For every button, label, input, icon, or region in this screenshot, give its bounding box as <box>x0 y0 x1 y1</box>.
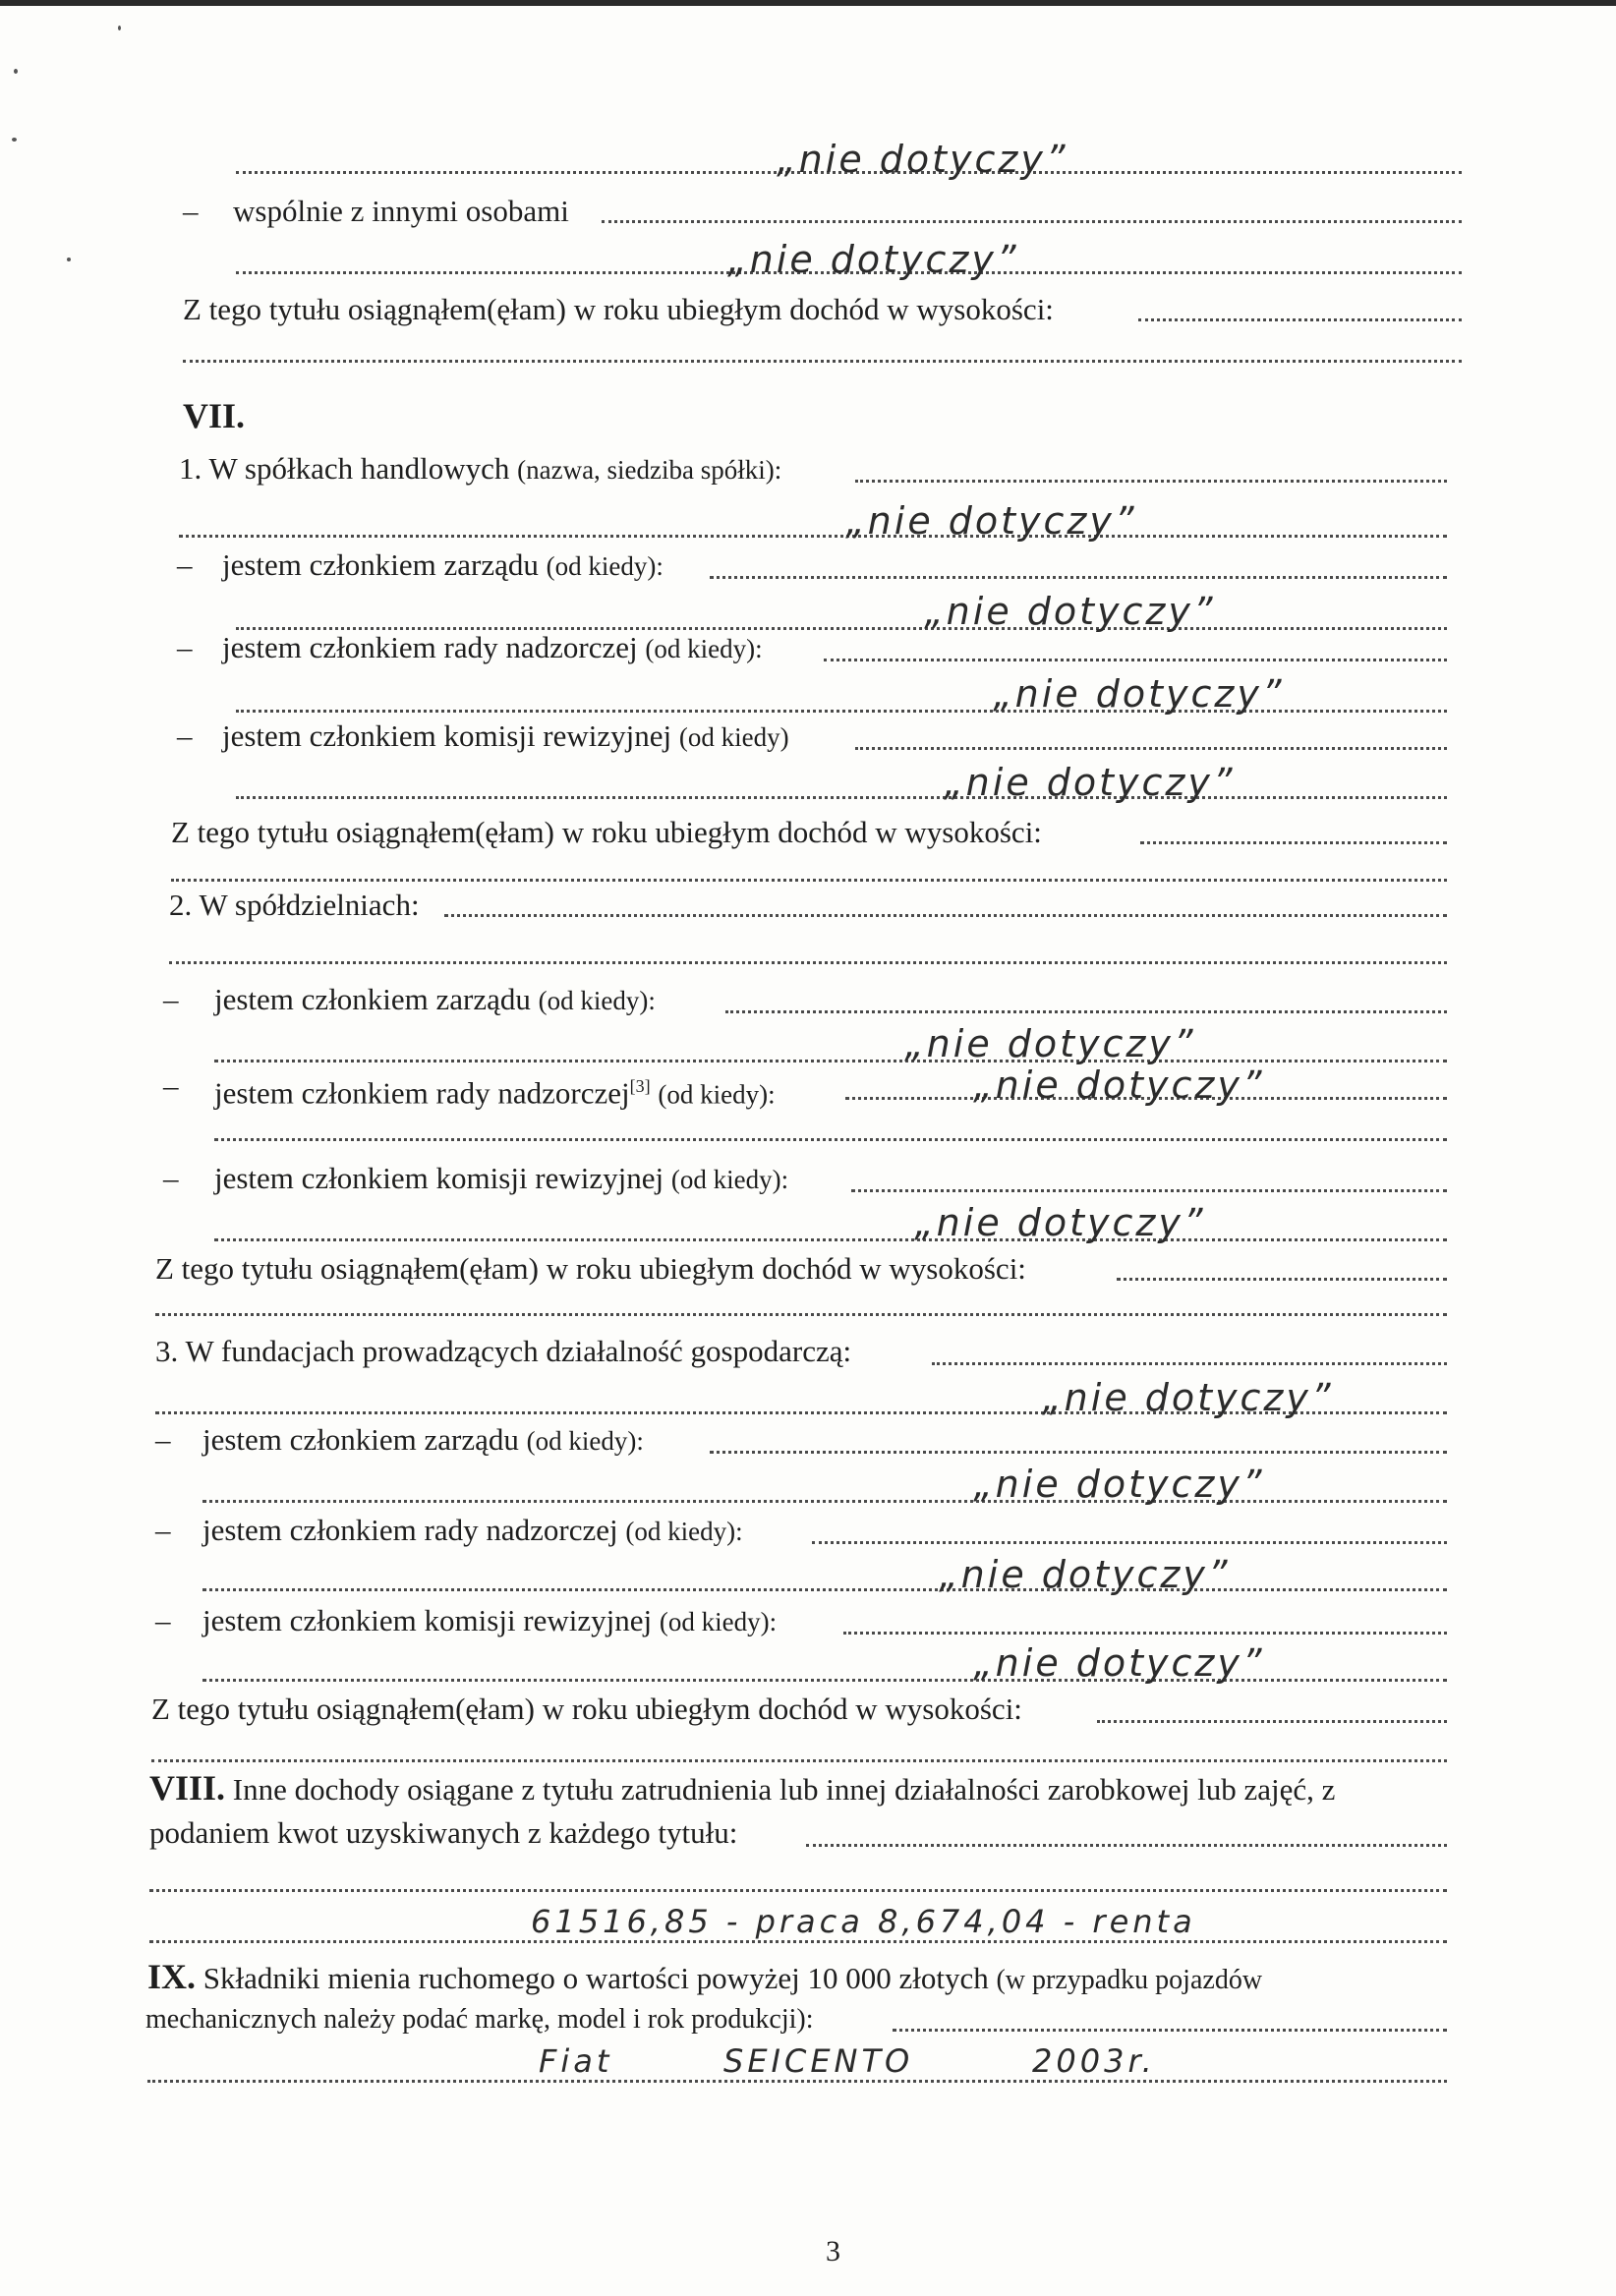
handwritten-nie-dotyczy: „nie dotyczy” <box>993 672 1285 716</box>
handwritten-nie-dotyczy: „nie dotyczy” <box>845 499 1137 543</box>
dotted-fill-line <box>202 1584 1447 1591</box>
handwritten-nie-dotyczy: „nie dotyczy” <box>924 590 1216 633</box>
dotted-fill-line <box>812 1537 1447 1544</box>
dotted-fill-line <box>855 743 1447 750</box>
dotted-fill-line <box>179 531 1447 538</box>
supervisory-label: jestem członkiem rady nadzorczej (od kiedy): <box>222 630 763 664</box>
board-label: jestem członkiem zarządu (od kiedy): <box>202 1422 644 1457</box>
dotted-fill-line <box>214 1234 1447 1241</box>
handwritten-nie-dotyczy: „nie dotyczy” <box>914 1201 1206 1244</box>
handwritten-nie-dotyczy: „nie dotyczy” <box>939 1553 1231 1596</box>
other-income-line-1: VIII. Inne dochody osiągane z tytułu zatrudnienia lub innej działalności zarobkowej lub zajęć, z <box>149 1768 1336 1808</box>
handwritten-nie-dotyczy: „nie dotyczy” <box>727 238 1019 281</box>
dotted-fill-line <box>171 875 1447 882</box>
handwritten-nie-dotyczy: „nie dotyczy” <box>777 138 1068 181</box>
handwritten-vehicle-model: SEICENTO <box>723 2042 914 2080</box>
supervisory-label: jestem członkiem rady nadzorczej (od kiedy): <box>202 1513 743 1547</box>
dotted-fill-line <box>725 1006 1447 1013</box>
dotted-fill-line <box>236 792 1447 799</box>
income-label: Z tego tytułu osiągnąłem(ęłam) w roku ubiegłym dochód w wysokości: <box>155 1251 1026 1286</box>
foundations-label: 3. W fundacjach prowadzących działalność gospodarczą: <box>155 1334 852 1368</box>
dash: – <box>163 1161 179 1195</box>
dotted-fill-line <box>932 1358 1447 1365</box>
dotted-fill-line <box>149 1885 1447 1892</box>
movable-property-line-2: mechanicznych należy podać markę, model i rok produkcji): <box>145 2004 814 2035</box>
handwritten-vehicle-make: Fiat <box>539 2042 613 2080</box>
dash: – <box>177 718 193 753</box>
handwritten-nie-dotyczy: „nie dotyczy” <box>973 1463 1265 1506</box>
dotted-fill-line <box>214 1134 1447 1141</box>
dotted-fill-line <box>155 1309 1447 1316</box>
section-heading: VII. <box>183 396 246 435</box>
cooperatives-label: 2. W spółdzielniach: <box>169 888 420 922</box>
dotted-fill-line <box>183 356 1462 363</box>
income-label: Z tego tytułu osiągnąłem(ęłam) w roku ubiegłym dochód w wysokości: <box>171 815 1042 849</box>
dash: – <box>155 1603 171 1637</box>
board-label: jestem członkiem zarządu (od kiedy): <box>214 982 656 1016</box>
dash: – <box>155 1513 171 1547</box>
income-label: Z tego tytułu osiągnąłem(ęłam) w roku ubiegłym dochód w wysokości: <box>151 1692 1022 1726</box>
handwritten-nie-dotyczy: „nie dotyczy” <box>1042 1376 1334 1419</box>
audit-label: jestem członkiem komisji rewizyjnej (od kiedy): <box>202 1603 778 1637</box>
supervisory-label: jestem członkiem rady nadzorczej[3] (od kiedy): <box>214 1075 776 1111</box>
audit-label: jestem członkiem komisji rewizyjnej (od kiedy): <box>214 1161 789 1195</box>
dotted-fill-line <box>843 1628 1447 1635</box>
dash: – <box>163 1068 179 1103</box>
handwritten-income-amounts: 61516,85 - praca 8,674,04 - renta <box>531 1903 1196 1940</box>
dotted-fill-line <box>893 2025 1447 2032</box>
dotted-fill-line <box>1140 837 1447 844</box>
dash: – <box>155 1422 171 1457</box>
dotted-fill-line <box>855 476 1447 483</box>
other-income-line-2: podaniem kwot uzyskiwanych z każdego tytułu: <box>149 1815 738 1850</box>
dotted-fill-line <box>602 216 1462 223</box>
dotted-fill-line <box>151 1755 1447 1762</box>
dotted-fill-line <box>710 572 1447 579</box>
handwritten-nie-dotyczy: „nie dotyczy” <box>973 1063 1265 1107</box>
companies-label: 1. W spółkach handlowych (nazwa, siedziba spółki): <box>179 451 782 486</box>
jointly-label: wspólnie z innymi osobami <box>233 194 569 228</box>
page-number: 3 <box>826 2235 840 2267</box>
dash: – <box>177 547 193 582</box>
dotted-fill-line <box>851 1185 1447 1192</box>
dotted-fill-line <box>824 655 1447 661</box>
movable-property-line-1: IX. Składniki mienia ruchomego o wartości powyżej 10 000 złotych (w przypadku pojazdów <box>147 1957 1263 1996</box>
dash: – <box>183 194 199 228</box>
handwritten-nie-dotyczy: „nie dotyczy” <box>973 1641 1265 1685</box>
board-label: jestem członkiem zarządu (od kiedy): <box>222 547 664 582</box>
dotted-fill-line <box>710 1447 1447 1454</box>
dash: – <box>163 982 179 1016</box>
dotted-fill-line <box>1097 1716 1447 1723</box>
audit-label: jestem członkiem komisji rewizyjnej (od kiedy) <box>222 718 789 753</box>
handwritten-nie-dotyczy: „nie dotyczy” <box>904 1022 1196 1065</box>
dotted-fill-line <box>169 957 1447 964</box>
dash: – <box>177 630 193 664</box>
dotted-fill-line <box>806 1840 1447 1847</box>
handwritten-vehicle-year: 2003r. <box>1032 2042 1156 2080</box>
dotted-fill-line <box>444 910 1447 917</box>
dotted-fill-line <box>1138 315 1462 321</box>
income-label: Z tego tytułu osiągnąłem(ęłam) w roku ubiegłym dochód w wysokości: <box>183 292 1054 326</box>
dotted-fill-line <box>1117 1274 1447 1281</box>
handwritten-nie-dotyczy: „nie dotyczy” <box>944 761 1236 804</box>
dotted-fill-line <box>214 1056 1447 1062</box>
